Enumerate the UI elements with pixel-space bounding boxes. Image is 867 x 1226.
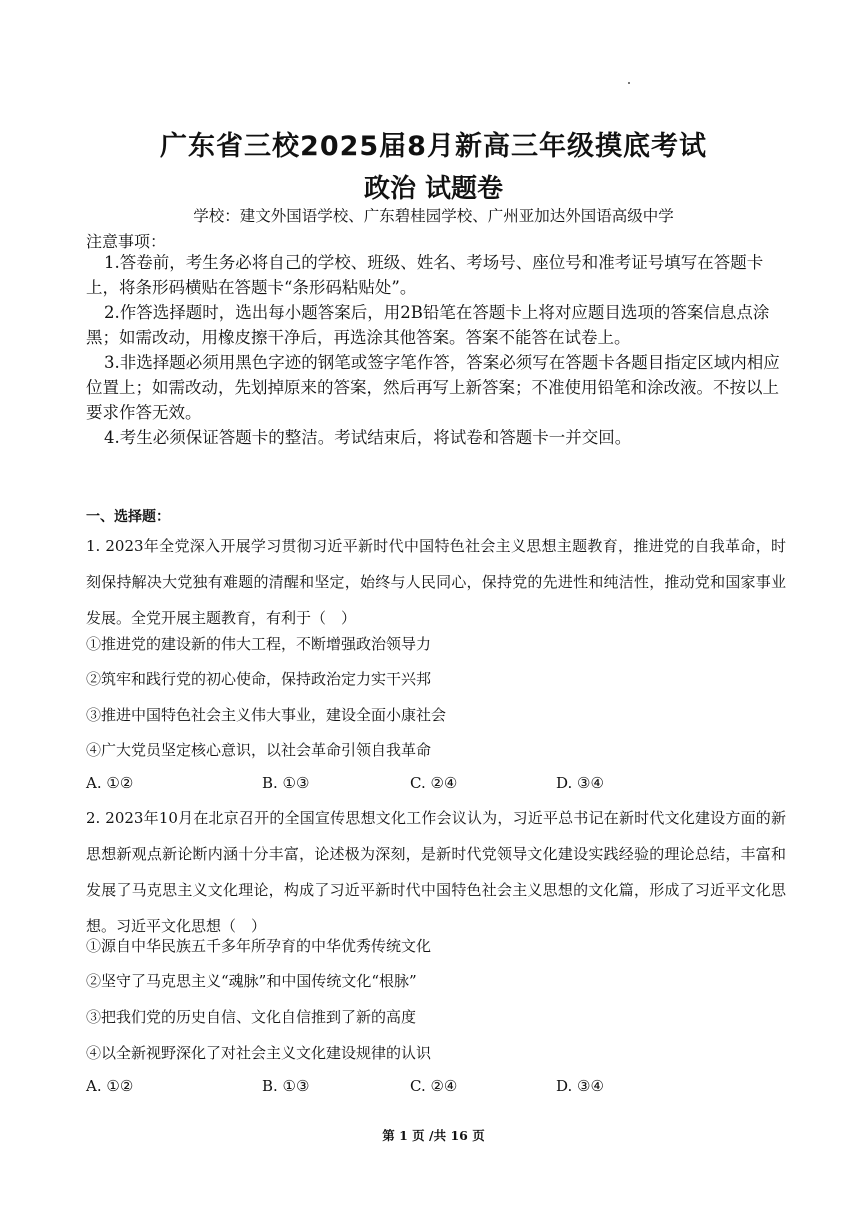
notice-item: 4.考生必须保证答题卡的整洁。考试结束后，将试卷和答题卡一并交回。 bbox=[104, 428, 632, 447]
question-1-stem: 1. 2023年全党深入开展学习贯彻习近平新时代中国特色社会主义思想主题教育，推进党的自我革命，时刻保持解决大党独有难题的清醒和坚定，始终与人民同心，保持党的先进性和纯洁性，推动党和国家事业发展。全党开展主题教育，有利于（ ） bbox=[86, 537, 786, 627]
choice-c[interactable]: C. ②④ bbox=[410, 1077, 458, 1095]
school-list: 学校：建文外国语学校、广东碧桂园学校、广州亚加达外国语高级中学 bbox=[193, 207, 674, 225]
exam-subtitle: 政治 试题卷 bbox=[363, 174, 504, 204]
choice-b[interactable]: B. ①③ bbox=[262, 774, 310, 792]
question-2-stem: 2. 2023年10月在北京召开的全国宣传思想文化工作会议认为，习近平总书记在新时代文化建设方面的新思想新观点新论断内涵十分丰富，论述极为深刻，是新时代党领导文化建设实践经验的理论总结，丰富和发展了马克思主义文化理论，构成了习近平新时代中国特色社会主义思想的文化篇，形成了习近平文化思想。习近平文化思想（ ） bbox=[86, 809, 786, 935]
question-2-statement: ②坚守了马克思主义“魂脉”和中国传统文化“根脉” bbox=[86, 972, 417, 990]
page-number: 第 1 页 /共 16 页 bbox=[382, 1128, 485, 1143]
notice-items bbox=[86, 250, 786, 450]
choice-b[interactable]: B. ①③ bbox=[262, 1077, 310, 1095]
notice-item: 2.作答选择题时，选出每小题答案后，用2B铅笔在答题卡上将对应题目选项的答案信息点涂黑；如需改动，用橡皮擦干净后，再选涂其他答案。答案不能答在试卷上。 bbox=[86, 303, 770, 347]
exam-title: 广东省三校2025届8月新高三年级摸底考试 bbox=[160, 131, 707, 162]
question-2-statement: ①源自中华民族五千多年所孕育的中华优秀传统文化 bbox=[86, 937, 432, 955]
notice-item: 3.非选择题必须用黑色字迹的钢笔或签字笔作答，答案必须写在答题卡各题目指定区域内相应位置上；如需改动，先划掉原来的答案，然后再写上新答案；不准使用铅笔和涂改液。不按以上要求作答无效。 bbox=[86, 353, 780, 422]
question-1-statement: ①推进党的建设新的伟大工程，不断增强政治领导力 bbox=[86, 635, 432, 653]
notice-heading: 注意事项： bbox=[86, 232, 167, 251]
section-heading: 一、选择题： bbox=[86, 509, 170, 525]
question-2-statement: ③把我们党的历史自信、文化自信推到了新的高度 bbox=[86, 1008, 417, 1026]
question-1-statement: ④广大党员坚定核心意识，以社会革命引领自我革命 bbox=[86, 741, 432, 759]
choice-c[interactable]: C. ②④ bbox=[410, 774, 458, 792]
choice-d[interactable]: D. ③④ bbox=[556, 774, 604, 792]
choice-a[interactable]: A. ①② bbox=[86, 774, 134, 792]
question-1-statement: ②筑牢和践行党的初心使命，保持政治定力实干兴邦 bbox=[86, 670, 432, 688]
question-1-statement: ③推进中国特色社会主义伟大事业，建设全面小康社会 bbox=[86, 706, 447, 724]
choice-a[interactable]: A. ①② bbox=[86, 1077, 134, 1095]
scan-speck bbox=[628, 82, 630, 84]
choice-d[interactable]: D. ③④ bbox=[556, 1077, 604, 1095]
notice-item: 1.答卷前，考生务必将自己的学校、班级、姓名、考场号、座位号和准考证号填写在答题卡上，将条形码横贴在答题卡“条形码粘贴处”。 bbox=[86, 253, 764, 297]
question-2-statement: ④以全新视野深化了对社会主义文化建设规律的认识 bbox=[86, 1044, 432, 1062]
